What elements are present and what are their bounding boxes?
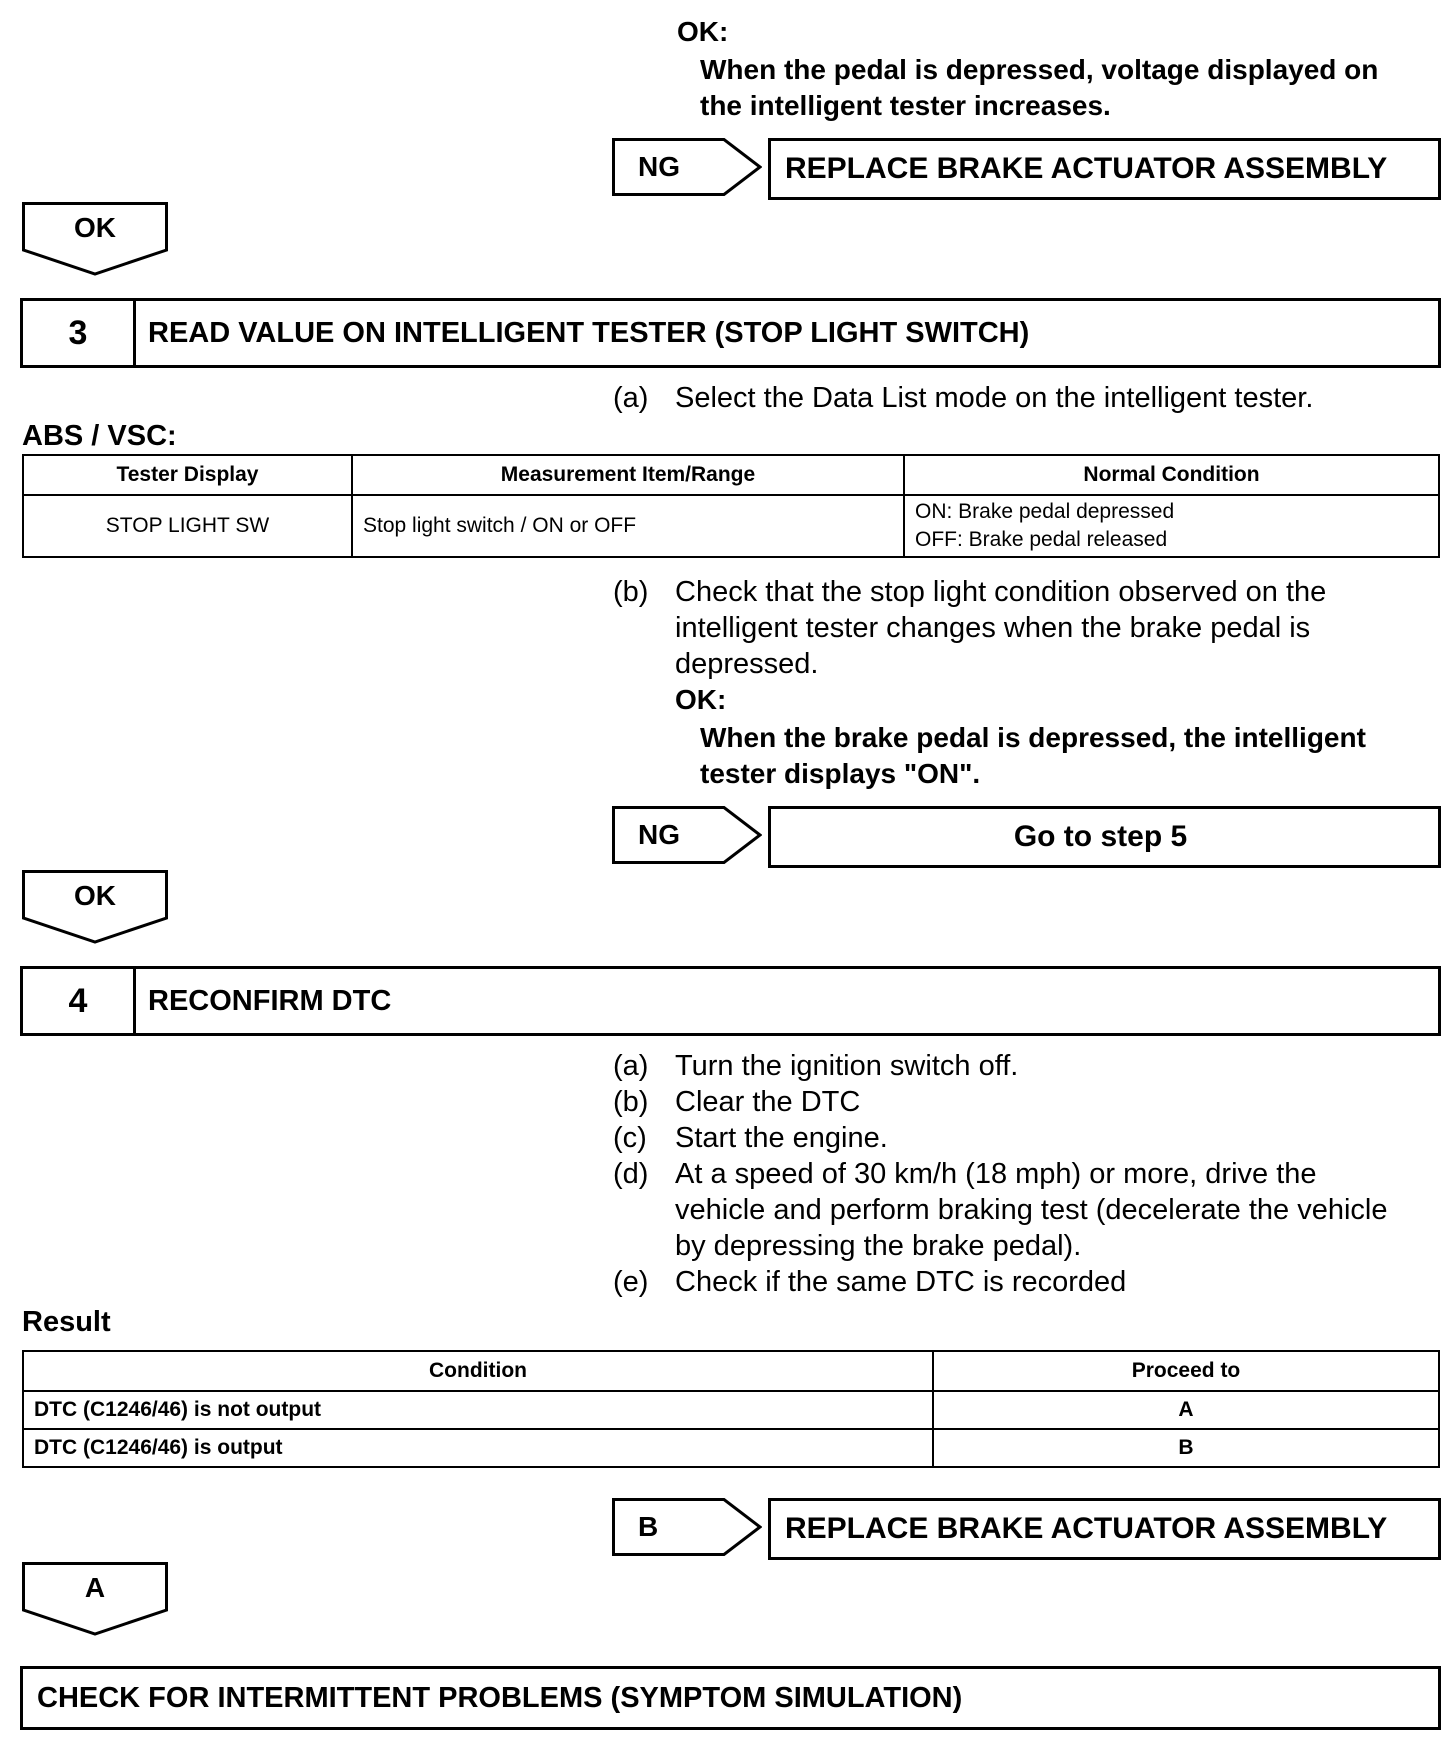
- ok-arrow-label: OK: [74, 212, 116, 243]
- final-action-box: CHECK FOR INTERMITTENT PROBLEMS (SYMPTOM SIMULATION): [20, 1666, 1441, 1730]
- cell-line: ON: Brake pedal depressed: [915, 500, 1175, 523]
- step-item: [613, 1156, 1388, 1192]
- step-text: depressed.: [675, 648, 819, 680]
- table-cell: DTC (C1246/46) is output: [23, 1429, 933, 1467]
- b-tag: B: [638, 1511, 659, 1542]
- step-3b: [613, 574, 1326, 682]
- step-text: Check that the stop light condition observed on the: [675, 576, 1327, 608]
- table-header-row: [23, 455, 1439, 495]
- step-4-list: [613, 1048, 1388, 1300]
- step-label: (a): [613, 1050, 649, 1082]
- step-text: vehicle and perform braking test (decelerate the vehicle: [675, 1194, 1388, 1226]
- step-item: [613, 1264, 1388, 1300]
- table-row: [23, 495, 1439, 557]
- step-text: Clear the DTC: [675, 1086, 861, 1118]
- ok-arrow-label: OK: [74, 880, 116, 911]
- step-label: (b): [613, 576, 649, 608]
- result-label: Result: [22, 1306, 111, 1338]
- step-3-header: [20, 298, 1441, 368]
- step-item: [613, 1084, 1388, 1120]
- step-label: (b): [613, 1086, 649, 1118]
- step-3a: [613, 380, 1313, 416]
- step-4-header: [20, 966, 1441, 1036]
- table-cell: Stop light switch / ON or OFF: [352, 495, 904, 557]
- cell-line: OFF: Brake pedal released: [915, 528, 1168, 551]
- step-label: (e): [613, 1266, 649, 1298]
- table-header: Proceed to: [933, 1351, 1439, 1391]
- table-row: [23, 1429, 1439, 1467]
- result-table: [22, 1350, 1440, 1468]
- table-cell: STOP LIGHT SW: [23, 495, 352, 557]
- step-text: by depressing the brake pedal).: [675, 1230, 1082, 1262]
- step-text: Select the Data List mode on the intelligent tester.: [675, 382, 1314, 414]
- step-text: At a speed of 30 km/h (18 mph) or more, drive the: [675, 1158, 1317, 1190]
- ng-tag: NG: [638, 151, 680, 182]
- table-header: Tester Display: [23, 455, 352, 495]
- ng-tag: NG: [638, 819, 680, 850]
- step-number: 4: [23, 969, 136, 1033]
- ok-criteria-line: When the brake pedal is depressed, the intelligent: [700, 722, 1366, 753]
- ok-criteria-line: When the pedal is depressed, voltage displayed on: [700, 54, 1379, 85]
- ok-criteria-line: the intelligent tester increases.: [700, 90, 1111, 121]
- ok-criteria: [700, 52, 1378, 124]
- ok-criteria-line: tester displays "ON".: [700, 758, 981, 789]
- table-header-row: [23, 1351, 1439, 1391]
- step-number: 3: [23, 301, 136, 365]
- step-label: (a): [613, 382, 649, 414]
- ng-result-box: REPLACE BRAKE ACTUATOR ASSEMBLY: [768, 138, 1441, 200]
- step-item: [613, 1048, 1388, 1084]
- step-text: Turn the ignition switch off.: [675, 1050, 1019, 1082]
- ok-label: OK:: [677, 16, 729, 47]
- step-text: Start the engine.: [675, 1122, 888, 1154]
- data-list-table: [22, 454, 1440, 558]
- a-arrow-label: A: [84, 1572, 106, 1603]
- step-text: intelligent tester changes when the brake pedal is: [675, 612, 1311, 644]
- ok-label: OK:: [675, 684, 727, 715]
- table-header: Condition: [23, 1351, 933, 1391]
- table-cell: [904, 495, 1439, 557]
- table-row: [23, 1391, 1439, 1429]
- step-text: Check if the same DTC is recorded: [675, 1266, 1127, 1298]
- step-title: RECONFIRM DTC: [148, 984, 392, 1017]
- table-header: Normal Condition: [904, 455, 1439, 495]
- table-cell: DTC (C1246/46) is not output: [23, 1391, 933, 1429]
- b-result-box: REPLACE BRAKE ACTUATOR ASSEMBLY: [768, 1498, 1441, 1560]
- table-cell: A: [933, 1391, 1439, 1429]
- ok-criteria: [700, 720, 1366, 792]
- step-item: [613, 1120, 1388, 1156]
- table-label: ABS / VSC:: [22, 420, 177, 452]
- step-label: (c): [613, 1122, 647, 1154]
- step-title: READ VALUE ON INTELLIGENT TESTER (STOP LIGHT SWITCH): [148, 316, 1030, 349]
- table-header: Measurement Item/Range: [352, 455, 904, 495]
- table-cell: B: [933, 1429, 1439, 1467]
- step-label: (d): [613, 1158, 649, 1190]
- ng-result-box: Go to step 5: [768, 806, 1441, 868]
